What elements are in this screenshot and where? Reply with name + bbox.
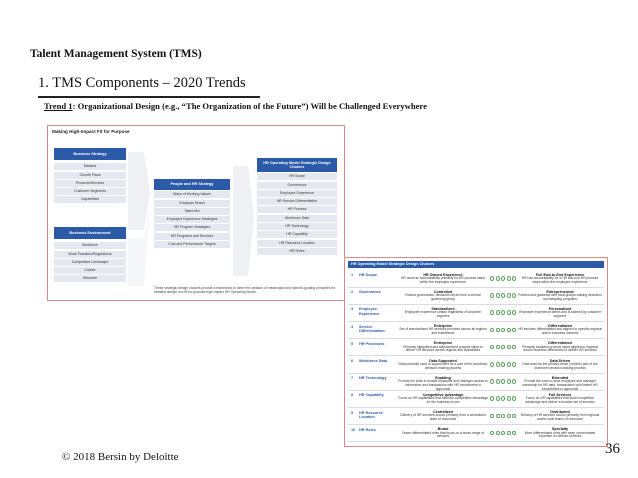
people-hr-strategy-item: Talent Mix: [154, 208, 230, 215]
scale-dot: [490, 276, 494, 281]
people-hr-strategy-item: Ways of Working Values: [154, 191, 230, 198]
scale-dot: [490, 293, 494, 298]
scale-dot: [512, 362, 516, 367]
scale-dot: [501, 396, 505, 401]
right-choice: [518, 273, 602, 285]
scale-dot: [490, 414, 494, 419]
people-hr-strategy-item: Employer Brand: [154, 200, 230, 207]
trend-label: Trend 1: [44, 101, 73, 111]
left-choice-title: Controlled: [433, 289, 453, 294]
scale-dots: [490, 328, 516, 333]
right-choice-title: Differentiated: [548, 341, 572, 346]
design-choice-row: [348, 391, 604, 408]
design-choices-table: [344, 257, 608, 447]
left-choice: [398, 427, 488, 439]
design-choice-row: [348, 340, 604, 357]
row-dimension: HR Scope: [359, 273, 377, 277]
business-environment-item: Structure: [54, 275, 126, 282]
business-environment-header: Business Environment: [54, 227, 126, 239]
scale-dot: [512, 431, 516, 436]
scale-dots: [490, 276, 516, 281]
scale-dot: [496, 396, 500, 401]
row-number: 1: [351, 273, 354, 277]
people-hr-strategy-item: HR Program Strategies: [154, 224, 230, 231]
business-environment-item: Competitive Landscape: [54, 259, 126, 266]
hr-operating-model-item: HR Process: [257, 206, 337, 213]
right-choice: [518, 341, 602, 353]
left-choice: [398, 324, 488, 336]
scale-dot: [507, 345, 511, 350]
left-choice-text: Set of standardized HR services provided across all regions and businesses: [399, 327, 487, 336]
left-choice-title: HR Owned Experience: [423, 272, 463, 277]
left-choice: [398, 410, 488, 422]
left-choice: [398, 393, 488, 405]
scale-dot: [490, 431, 494, 436]
right-choice-text: Employee experience differs and is tailored by customer segment: [519, 310, 601, 318]
hr-operating-model-header: HR Operating Model Strategic Design Choices: [257, 158, 337, 172]
scale-dot: [501, 293, 505, 298]
scale-dot: [490, 362, 494, 367]
row-number: 5: [351, 341, 354, 346]
footer-copyright: © 2018 Bersin by Deloitte: [62, 451, 179, 463]
scale-dot: [496, 345, 500, 350]
right-choice-text: Provide the tools to drive employee and manager ownership for HR data, transactions with limited HR involvement in approvals: [522, 378, 598, 391]
scale-dot: [507, 328, 511, 333]
left-choice-title: Enabling: [435, 375, 451, 380]
right-choice-title: Full End-to-End Experience: [535, 272, 585, 277]
left-choice-title: Standardized: [431, 306, 455, 311]
trend-text: : Organizational Design (e.g., “The Organization of the Future”) Will be Challenged Everywhere: [72, 101, 427, 111]
right-choice-title: Full Services: [548, 392, 572, 397]
scale-dots: [490, 293, 516, 298]
left-choice-title: Centralized: [433, 410, 453, 415]
right-choice-text: Primarily localized process steps aligned to regional and/or business differences to deliver HR services: [522, 344, 598, 353]
right-choice-title: Data Driven: [549, 358, 571, 363]
left-choice: [398, 376, 488, 392]
left-choice: [398, 359, 488, 371]
left-choice-title: Enterprise: [433, 341, 453, 346]
row-number: 6: [351, 359, 354, 363]
scale-dots: [490, 379, 516, 384]
scale-dot: [507, 310, 511, 315]
scale-dot: [490, 396, 494, 401]
fit-for-purpose-figure: [47, 125, 345, 301]
design-choice-row: [348, 409, 604, 426]
hr-operating-model-item: HR Scope: [257, 173, 337, 180]
scale-dot: [496, 276, 500, 281]
row-number: 8: [351, 393, 354, 398]
scale-dot: [490, 379, 494, 384]
row-dimension: HR Resource Location: [359, 410, 383, 419]
left-choice-title: Competitive Advantage: [422, 392, 464, 397]
scale-dot: [512, 396, 516, 401]
scale-dot: [507, 379, 511, 384]
business-strategy-item: Growth Plans: [54, 172, 126, 179]
scale-dot: [490, 310, 494, 315]
trend-line: [44, 101, 427, 111]
business-strategy-item: Capabilities: [54, 196, 126, 203]
business-environment-item: Workforce: [54, 242, 126, 249]
row-dimension: HR Capability: [359, 393, 384, 398]
scale-dot: [512, 379, 516, 384]
left-choice: [398, 273, 488, 285]
left-choice: [398, 307, 488, 319]
design-choice-row: [348, 323, 604, 340]
scale-dots: [490, 431, 516, 436]
scale-dot: [501, 345, 505, 350]
slide-title: Talent Management System (TMS): [30, 48, 202, 60]
left-choice: [398, 341, 488, 353]
scale-dot: [501, 414, 505, 419]
scale-dot: [490, 345, 494, 350]
figure1-title: Making High-Impact Fit for Purpose: [52, 129, 130, 134]
design-choice-row: [348, 288, 604, 305]
business-strategy-item: Customer Segments: [54, 188, 126, 195]
right-choice: [518, 324, 602, 336]
right-choice: [518, 427, 602, 439]
scale-dots: [490, 396, 516, 401]
scale-dot: [501, 431, 505, 436]
scale-dot: [496, 362, 500, 367]
row-dimension: Workforce Data: [359, 359, 387, 363]
right-choice-title: Specialty: [551, 427, 569, 432]
scale-dot: [501, 310, 505, 315]
people-hr-strategy-header: People and HR Strategy: [154, 179, 230, 190]
design-choice-row: [348, 357, 604, 374]
right-choice-text: Policies and guidance with local groups making decisions and adapting programs: [518, 292, 602, 301]
right-choice-text: Focus on HR capabilities that build competitive advantage and deliver a broader set of services: [525, 396, 595, 404]
scale-dot: [496, 431, 500, 436]
scale-dot: [512, 310, 516, 315]
design-choice-row: [348, 426, 604, 443]
right-choice-text: Data used as the primary driver (vehicle) part of the workforce decision-making process: [522, 361, 598, 370]
right-choice-title: Entrepreneurial: [546, 289, 574, 294]
hr-operating-model-item: HR Technology: [257, 223, 337, 230]
scale-dot: [507, 414, 511, 419]
left-choice-title: Broad: [437, 427, 449, 432]
people-hr-strategy-item: Cost and Performance Targets: [154, 241, 230, 248]
right-choice: [518, 376, 602, 392]
left-choice-text: Data primarily used to support and be a part of the workforce decision-making process: [398, 361, 488, 370]
business-environment-column: [54, 227, 126, 282]
row-number: 9: [351, 410, 354, 415]
hr-operating-model-item: Governance: [257, 182, 337, 189]
scale-dots: [490, 414, 516, 419]
scale-dots: [490, 345, 516, 350]
right-choice: [518, 290, 602, 302]
design-choice-row: [348, 271, 604, 288]
scale-dot: [512, 414, 516, 419]
business-environment-item: Culture: [54, 267, 126, 274]
people-hr-strategy-item: Employee Experience Strategies: [154, 216, 230, 223]
left-choice-text: HR owns an accountability primarily for HR process steps within the employee experience: [401, 275, 485, 284]
scale-dot: [496, 328, 500, 333]
figure1-note: These strategic design choices provide a framework to steer the creation of meaningful and specific guiding principles for detailed design of a fit-for-purpose high-impact HR Operating Model.: [154, 286, 336, 295]
left-choice-text: Primarily integrated and standardized process steps to deliver HR services across regions and businesses: [403, 344, 483, 353]
design-choice-row: [348, 305, 604, 322]
right-choice-title: Personalized: [548, 306, 572, 311]
row-number: 7: [351, 376, 354, 381]
right-choice: [518, 410, 602, 422]
left-choice-text: Delivery of HR services occurs primarily from a centralized team of resources: [400, 413, 486, 422]
scale-dot: [507, 396, 511, 401]
scale-dot: [501, 276, 505, 281]
scale-dot: [507, 276, 511, 281]
scale-dot: [496, 414, 500, 419]
right-choice-text: HR services differentiated and aligned to specific regional and/or business contexts: [518, 327, 602, 336]
hr-operating-model-column: [257, 158, 337, 255]
scale-dot: [496, 293, 500, 298]
section-underline: [38, 96, 260, 98]
hr-operating-model-item: Workforce Data: [257, 215, 337, 222]
right-choice-title: Extended: [551, 375, 569, 380]
scale-dot: [501, 362, 505, 367]
design-choice-row: [348, 374, 604, 391]
left-choice-title: Enterprise: [433, 324, 453, 329]
business-strategy-column: [54, 148, 126, 203]
row-dimension: HR Technology: [359, 376, 387, 381]
right-choice-title: Distributed: [550, 410, 570, 415]
design-choices-title: HR Operating Model Strategic Design Choices: [348, 261, 604, 268]
scale-dot: [512, 345, 516, 350]
left-choice-title: Data Supported: [429, 358, 457, 363]
row-number: 3: [351, 307, 354, 312]
row-number: 10: [351, 427, 356, 432]
left-choice-text: Provide the tools to enable employee and manager access to information and transactions with HR involvement in approvals: [398, 378, 488, 391]
left-choice-text: Employee experience similar regardless of customer segment: [404, 310, 482, 318]
scale-dot: [496, 379, 500, 384]
people-hr-strategy-column: [154, 179, 230, 248]
row-dimension: HR Processes: [359, 341, 385, 346]
hr-operating-model-item: HR Resource Location: [257, 240, 337, 247]
scale-dot: [507, 293, 511, 298]
business-strategy-header: Business Strategy: [54, 148, 126, 160]
scale-dot: [507, 431, 511, 436]
left-choice-text: Fewer differentiated roles that focus on a broad range of services: [401, 430, 485, 439]
right-choice: [518, 393, 602, 405]
business-environment-item: Work Practices/Regulations: [54, 251, 126, 258]
business-strategy-item: Products/Services: [54, 180, 126, 187]
scale-dot: [490, 328, 494, 333]
row-dimension: Governance: [359, 290, 381, 295]
right-choice-text: HR has accountability for a HR and non-HR process steps within the employee experience: [521, 275, 599, 284]
left-choice: [398, 290, 488, 302]
scale-dot: [496, 310, 500, 315]
right-choice-title: Differentiated: [548, 324, 572, 329]
row-number: 2: [351, 290, 354, 295]
hr-operating-model-item: Employee Experience: [257, 190, 337, 197]
right-choice-text: Delivery of HR services occurs primarily from regional and/or local teams of resources: [520, 413, 600, 422]
people-hr-strategy-item: HR Programs and Services: [154, 233, 230, 240]
business-strategy-item: Markets: [54, 163, 126, 170]
row-dimension: Employee Experience: [359, 307, 380, 316]
row-number: 4: [351, 324, 354, 329]
right-choice: [518, 359, 602, 371]
row-dimension: HR Roles: [359, 427, 376, 432]
section-title: 1. TMS Components – 2020 Trends: [38, 75, 246, 91]
row-dimension: Service Differentiation: [359, 324, 385, 333]
scale-dot: [507, 362, 511, 367]
right-choice-text: More differentiated roles with deep concentrated expertise on defined services: [524, 430, 596, 439]
scale-dot: [501, 379, 505, 384]
scale-dot: [512, 293, 516, 298]
scale-dots: [490, 362, 516, 367]
hr-operating-model-item: HR Service Differentiation: [257, 198, 337, 205]
left-choice-text: Robust governance; decisions driven from a central governing group: [405, 292, 481, 301]
right-choice: [518, 307, 602, 319]
hr-operating-model-item: HR Roles: [257, 248, 337, 255]
scale-dot: [512, 276, 516, 281]
hr-operating-model-item: HR Capability: [257, 231, 337, 238]
left-choice-text: Focus on HR capabilities that fulfill the competitive advantage for the business to win: [398, 396, 488, 404]
page-number: 36: [605, 441, 620, 457]
scale-dots: [490, 310, 516, 315]
scale-dot: [501, 328, 505, 333]
scale-dot: [512, 328, 516, 333]
